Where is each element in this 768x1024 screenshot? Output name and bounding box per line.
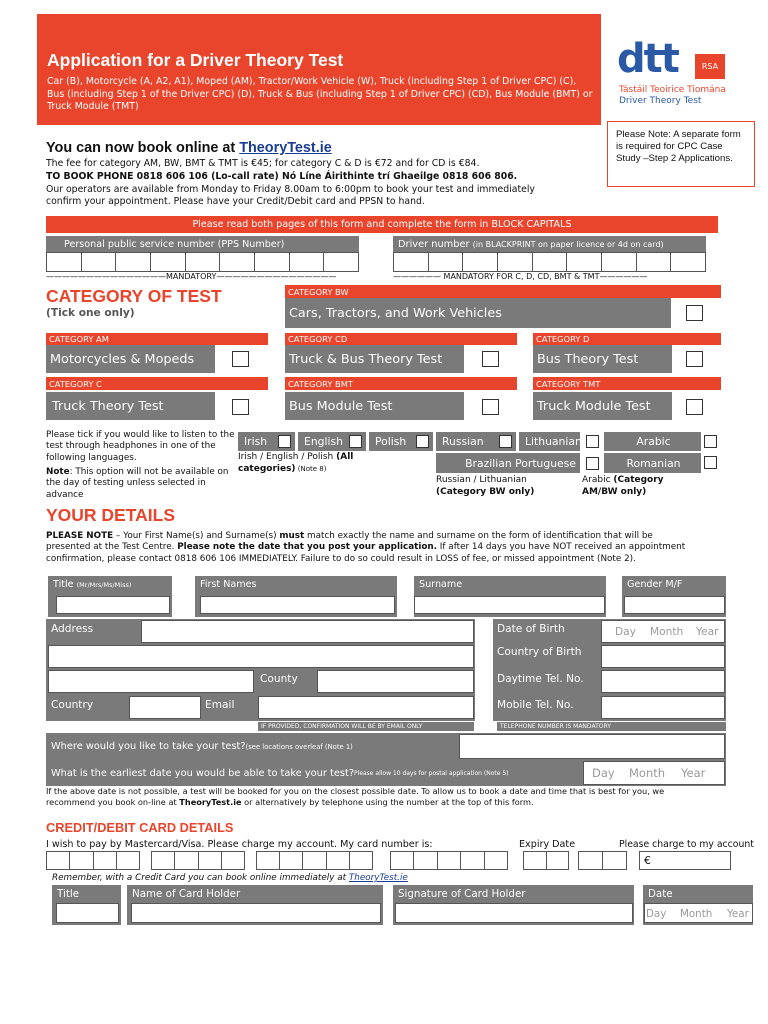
earliest-day: Day: [592, 766, 615, 780]
rsa-badge: RSA: [695, 54, 725, 79]
lang-group3-note: Arabic (Category AM/BW only): [582, 475, 664, 497]
dob-day: Day: [615, 626, 636, 638]
card-date-label: Date: [643, 885, 753, 925]
charge-amount-input[interactable]: €: [639, 851, 731, 870]
email-label: Email: [205, 699, 235, 711]
expiry-month-input[interactable]: [523, 851, 569, 870]
country-birth-input[interactable]: [601, 645, 725, 668]
card-number-group-1[interactable]: [46, 851, 140, 870]
your-details-heading: YOUR DETAILS: [46, 505, 175, 525]
card-date-year: Year: [727, 908, 749, 920]
lang-irish-checkbox[interactable]: [278, 435, 291, 448]
email-input[interactable]: [258, 696, 474, 719]
earliest-month: Month: [629, 766, 666, 780]
logo-english-text: Driver Theory Test: [619, 96, 702, 106]
lang-arabic-checkbox[interactable]: [704, 435, 717, 448]
category-bmt-code: CATEGORY BMT: [285, 377, 517, 390]
category-cd-checkbox[interactable]: [482, 351, 499, 367]
category-bw-code: CATEGORY BW: [285, 285, 721, 298]
driver-number-mandatory: —————— MANDATORY FOR C, D, CD, BMT & TMT——————: [393, 272, 648, 281]
address-line1[interactable]: [141, 620, 474, 643]
lang-romanian: Romanian: [604, 453, 701, 473]
details-note: PLEASE NOTE – Your First Name(s) and Surname(s) must match exactly the name and surname on the form of identification that will be presented at the Test Centre. Please note the date that you post your application. If after 14 days you have NOT received an appointment confirmation, please contact 0818 606 106 IMMEDIATELY. Failure to do so could result in LOSS of fee, or missed appointment (Note 2).: [46, 531, 686, 564]
lang-polish-checkbox[interactable]: [416, 435, 429, 448]
driver-number-input[interactable]: [393, 252, 706, 272]
cpc-note-box: Please Note: A separate form is required for CPC Case Study –Step 2 Applications.: [607, 121, 755, 187]
surname-input[interactable]: [414, 596, 605, 614]
headphones-note: Note: This option will not be available on the day of testing unless selected in advance: [46, 467, 229, 500]
first-names-label: First Names: [195, 576, 397, 617]
category-am-name: Motorcycles & Mopeds: [46, 345, 215, 373]
dob-label: Date of Birth: [497, 623, 565, 635]
lang-arabic: Arabic: [604, 432, 701, 451]
hours-text: Our operators are available from Monday to Friday 8.00am to 6:00pm to book your test and immediately: [46, 184, 535, 195]
category-list-text: Car (B), Motorcycle (A, A2, A1), Moped (AM), Tractor/Work Vehicle (W), Truck (including Step 1 of Driver CPC) (C), Bus (including Step 1 of the Driver CPC) (D), Truck & Bus (including Step 1 of Driver CPC) (CD), Bus Module (BMT) or Truck Module (TMT): [47, 76, 593, 113]
lang-russian[interactable]: Russian: [436, 432, 516, 451]
country-label: Country: [51, 699, 94, 711]
card-theorytest-link[interactable]: TheoryTest.ie: [348, 873, 408, 883]
dob-month: Month: [650, 626, 684, 638]
category-d-checkbox[interactable]: [686, 351, 703, 367]
signature-label: Signature of Card Holder: [393, 885, 634, 925]
category-am-checkbox[interactable]: [232, 351, 249, 367]
lang-russian-checkbox[interactable]: [499, 435, 512, 448]
lang-lithuanian-checkbox[interactable]: [586, 435, 599, 448]
category-tmt-code: CATEGORY TMT: [533, 377, 721, 390]
category-cd-code: CATEGORY CD: [285, 333, 517, 345]
headphones-text: Please tick if you would like to listen to the test through headphones in one of the following languages.: [46, 430, 235, 463]
card-number-group-4[interactable]: [390, 851, 508, 870]
driver-number-label: Driver number (in BLACKPRINT on paper licence or 4d on card): [393, 236, 706, 252]
charge-label: Please charge to my account: [619, 839, 754, 850]
surname-label: Surname: [414, 576, 606, 617]
card-number-group-2[interactable]: [151, 851, 245, 870]
category-tmt-checkbox[interactable]: [686, 399, 703, 415]
mobile-tel-input[interactable]: [601, 696, 725, 719]
confirm-text: confirm your appointment. Please have your Credit/Debit card and PPSN to hand.: [46, 196, 425, 207]
lang-brazilian-checkbox[interactable]: [586, 457, 599, 470]
title-label: Title (Mr/Mrs/Ms/Miss): [48, 576, 172, 617]
daytime-tel-label: Daytime Tel. No.: [497, 673, 584, 685]
card-remember-text: Remember, with a Credit Card you can book online immediately at TheoryTest.ie: [52, 873, 408, 883]
title-input[interactable]: [56, 596, 170, 614]
form-title: Application for a Driver Theory Test: [47, 50, 344, 70]
category-d-code: CATEGORY D: [533, 333, 721, 345]
gender-input[interactable]: [624, 596, 725, 614]
dob-year: Year: [696, 626, 719, 638]
mobile-tel-label: Mobile Tel. No.: [497, 699, 574, 711]
holder-name-label: Name of Card Holder: [127, 885, 383, 925]
card-number-group-3[interactable]: [256, 851, 373, 870]
lang-romanian-checkbox[interactable]: [704, 456, 717, 469]
card-heading: CREDIT/DEBIT CARD DETAILS: [46, 820, 234, 835]
theorytest-link[interactable]: TheoryTest.ie: [239, 140, 332, 156]
lang-lithuanian: Lithuanian: [519, 432, 580, 451]
fee-text: The fee for category AM, BW, BMT & TMT is €45; for category C & D is €72 and for CD is €84.: [46, 158, 480, 169]
card-date-month: Month: [680, 908, 713, 920]
tick-one-note: (Tick one only): [46, 307, 135, 319]
country-input[interactable]: [129, 696, 201, 719]
category-bw-checkbox[interactable]: [686, 305, 703, 321]
card-title-input[interactable]: [56, 903, 119, 923]
country-birth-label: Country of Birth: [497, 646, 582, 658]
logo-irish-text: Tástáil Teoirice Tiomána: [619, 85, 726, 95]
category-cd-name: Truck & Bus Theory Test: [285, 345, 464, 373]
lang-english-checkbox[interactable]: [349, 435, 362, 448]
signature-input[interactable]: [395, 903, 633, 923]
category-d-name: Bus Theory Test: [533, 345, 672, 373]
address-line2[interactable]: [48, 645, 474, 668]
pps-input[interactable]: [46, 252, 359, 272]
card-date-day: Day: [646, 908, 667, 920]
county-label: County: [260, 673, 298, 685]
category-c-checkbox[interactable]: [232, 399, 249, 415]
category-bmt-name: Bus Module Test: [285, 392, 464, 420]
expiry-label: Expiry Date: [519, 839, 576, 850]
email-note: IF PROVIDED, CONFIRMATION WILL BE BY EMAIL ONLY: [258, 722, 474, 731]
telephone-note: TELEPHONE NUMBER IS MANDATORY: [497, 722, 726, 731]
lang-group1-note: Irish / English / Polish (All categories) (Note 8): [238, 452, 354, 474]
expiry-year-input[interactable]: [578, 851, 627, 870]
card-wish-text: I wish to pay by Mastercard/Visa. Please charge my account. My card number is:: [46, 839, 433, 850]
category-tmt-name: Truck Module Test: [533, 392, 672, 420]
category-c-name: Truck Theory Test: [46, 392, 215, 420]
county-input[interactable]: [317, 670, 474, 693]
block-capitals-bar: Please read both pages of this form and complete the form in BLOCK CAPITALS: [46, 216, 718, 233]
where-input[interactable]: [459, 734, 725, 759]
book-online-heading: You can now book online at TheoryTest.ie: [46, 140, 332, 156]
first-names-input[interactable]: [200, 596, 395, 614]
category-am-code: CATEGORY AM: [46, 333, 268, 345]
daytime-tel-input[interactable]: [601, 670, 725, 693]
lang-english[interactable]: English: [298, 432, 366, 451]
phone-text: TO BOOK PHONE 0818 606 106 (Lo-call rate) Nó Líne Áirithinte trí Ghaeilge 0818 606 806.: [46, 171, 518, 182]
gender-label: Gender M/F: [622, 576, 726, 617]
category-bw-name: Cars, Tractors, and Work Vehicles: [285, 298, 671, 328]
earliest-label: What is the earliest date you would be able to take your test? Please allow 10 days for postal application (Note 5): [46, 760, 726, 786]
dtt-logo: dtt: [617, 36, 678, 82]
address-line3[interactable]: [48, 670, 254, 693]
fallback-text: If the above date is not possible, a test will be booked for you on the closest possible date. To allow us to book a date and time that is best for you, we recommend you book on-line at TheoryTest.ie or alternatively by telephone using the number at the top of this form.: [46, 786, 665, 808]
where-label: Where would you like to take your test? (see locations overleaf (Note 1): [46, 733, 726, 760]
category-heading: CATEGORY OF TEST: [46, 286, 222, 306]
lang-group2-note: Russian / Lithuanian (Category BW only): [436, 475, 535, 497]
pps-label: Personal public service number (PPS Number): [46, 236, 359, 252]
holder-name-input[interactable]: [131, 903, 381, 923]
earliest-year: Year: [681, 766, 706, 780]
card-title-label: Title: [52, 885, 121, 925]
category-c-code: CATEGORY C: [46, 377, 268, 390]
pps-mandatory: ———————————————MANDATORY———————————————: [46, 272, 337, 281]
lang-brazilian: Brazilian Portuguese: [436, 453, 580, 473]
address-label: Address: [51, 623, 94, 635]
category-bmt-checkbox[interactable]: [482, 399, 499, 415]
lang-irish[interactable]: Irish: [238, 432, 295, 451]
lang-polish[interactable]: Polish: [369, 432, 433, 451]
